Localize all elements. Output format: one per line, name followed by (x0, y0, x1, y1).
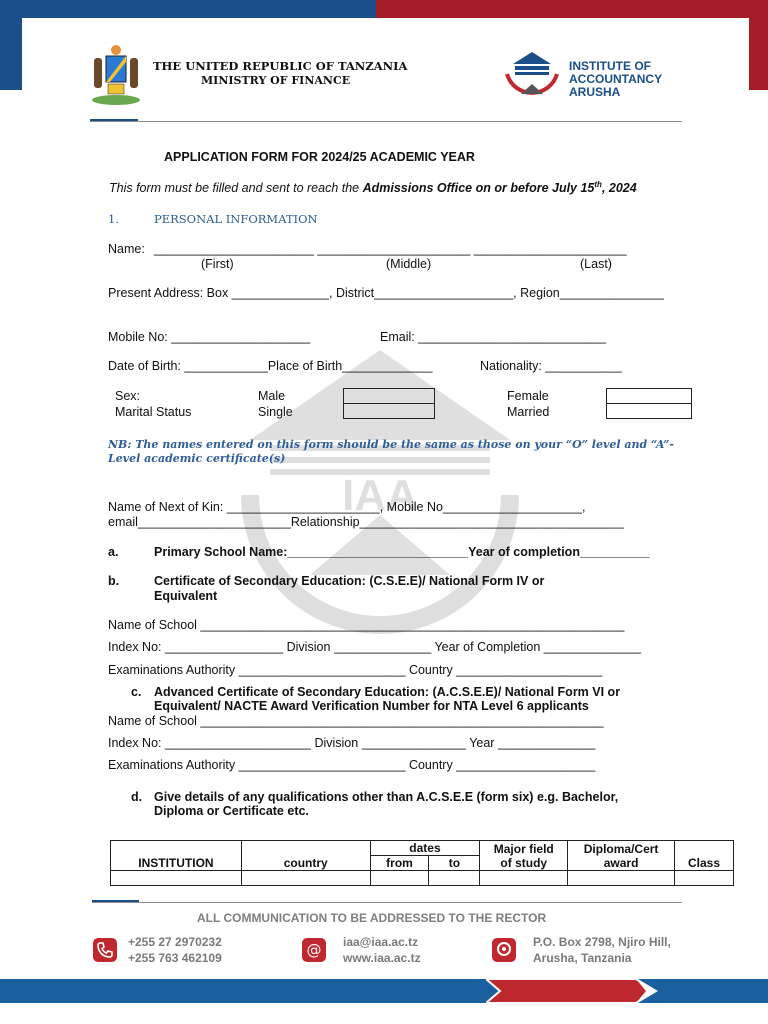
first-name-caption: (First) (201, 257, 234, 271)
institute-line1: INSTITUTE OF (569, 59, 651, 73)
col-diploma-line2: award (603, 855, 639, 870)
cell-from[interactable] (370, 871, 429, 886)
csee-heading-line1: Certificate of Secondary Education: (C.S.E.E)/ National Form IV or (154, 574, 545, 588)
instruction-prefix: This form must be filled and sent to reach the (109, 181, 363, 196)
mobile-field[interactable]: Mobile No: ____________________ (108, 330, 311, 344)
item-b-label: b. (108, 574, 120, 588)
acsee-heading-line2: Equivalent/ NACTE Award Verification Number for NTA Level 6 applicants (154, 699, 589, 713)
email-field[interactable]: Email: ___________________________ (380, 330, 606, 344)
address-line2: Arusha, Tanzania (533, 951, 632, 965)
single-checkbox[interactable] (343, 403, 435, 419)
cell-to[interactable] (429, 871, 480, 886)
female-label: Female (507, 389, 549, 403)
col-diploma (568, 841, 675, 871)
col-major-line1: Major field (493, 841, 554, 856)
section1-number: 1. (108, 212, 119, 226)
cell-country[interactable] (241, 871, 370, 886)
col-major-line2: of study (500, 855, 548, 870)
svg-text:@: @ (306, 941, 322, 959)
csee-index-field[interactable]: Index No: _________________ Division ______________ Year of Completion ______________ (108, 640, 642, 654)
next-of-kin-field[interactable]: Name of Next of Kin: ______________________, Mobile No____________________, (108, 500, 586, 514)
footer-divider (92, 902, 682, 903)
female-checkbox[interactable] (606, 388, 692, 404)
instruction-year: , 2024 (601, 181, 637, 196)
col-diploma-line1: Diploma/Cert (583, 841, 659, 856)
iaa-logo-text: IAA (525, 76, 539, 83)
web-contact (343, 934, 421, 966)
website[interactable]: www.iaa.ac.tz (343, 951, 421, 965)
other-qualifications-line1: Give details of any qualifications other than A.C.S.E.E (form six) e.g. Bachelor, (154, 790, 619, 804)
male-checkbox[interactable] (343, 388, 435, 404)
watermark-text: IAA (342, 471, 418, 520)
email-address[interactable]: iaa@iaa.ac.tz (343, 935, 419, 949)
married-checkbox[interactable] (606, 403, 692, 419)
name-label: Name: (108, 242, 145, 256)
col-major (480, 841, 568, 871)
form-instruction (109, 180, 637, 195)
side-band-red (749, 18, 768, 90)
acsee-school-field[interactable]: Name of School __________________________________________________________ (108, 714, 604, 728)
col-class: Class (675, 841, 734, 871)
csee-heading-line2: Equivalent (154, 589, 218, 603)
country-name: THE UNITED REPUBLIC OF TANZANIA (153, 59, 408, 73)
ministry-name: MINISTRY OF FINANCE (201, 74, 351, 87)
married-label: Married (507, 405, 550, 419)
postal-address (533, 934, 671, 966)
sex-label: Sex: (115, 389, 141, 403)
phone-numbers (128, 934, 222, 966)
iaa-logo (501, 50, 563, 106)
col-country: country (241, 841, 370, 871)
instruction-sup: th (594, 180, 602, 189)
col-institution: INSTITUTION (111, 841, 242, 871)
col-dates: dates (370, 841, 480, 856)
col-to: to (429, 856, 480, 871)
address-line1: P.O. Box 2798, Njiro Hill, (533, 935, 671, 949)
item-d-label: d. (131, 790, 143, 804)
section1-title: PERSONAL INFORMATION (154, 212, 318, 226)
top-band-red (376, 0, 768, 18)
phone-2: +255 763 462109 (128, 951, 222, 965)
item-c-label: c. (131, 685, 142, 699)
table-row (111, 871, 734, 886)
last-name-caption: (Last) (580, 257, 612, 271)
cell-class[interactable] (675, 871, 734, 886)
email-icon (302, 938, 326, 962)
male-label: Male (258, 389, 286, 403)
acsee-exam-field[interactable]: Examinations Authority ________________________ Country ____________________ (108, 758, 596, 772)
dob-field[interactable]: Date of Birth: ____________Place of Birth_____________ (108, 359, 433, 373)
acsee-index-field[interactable]: Index No: _____________________ Division _______________ Year ______________ (108, 736, 596, 750)
middle-name-caption: (Middle) (386, 257, 432, 271)
marital-label: Marital Status (115, 405, 192, 419)
form-title: APPLICATION FORM FOR 2024/25 ACADEMIC YEAR (164, 150, 475, 164)
instruction-deadline: Admissions Office on or before July 15 (362, 181, 595, 196)
nb-note: NB: The names entered on this form should be the same as those on your “O” level and “A”-Level academic certificate(s) (108, 438, 674, 465)
acsee-heading-line1: Advanced Certificate of Secondary Education: (A.C.S.E.E)/ National Form VI or (154, 685, 621, 699)
primary-school-field[interactable]: Primary School Name:__________________________Year of completion__________ (154, 545, 650, 559)
side-band-blue (0, 18, 22, 90)
qualifications-table (110, 840, 734, 886)
cell-institution[interactable] (111, 871, 242, 886)
institute-name (569, 60, 662, 99)
csee-school-field[interactable]: Name of School _____________________________________________________________ (108, 618, 625, 632)
header-divider (90, 121, 682, 122)
phone-icon (93, 938, 117, 962)
phone-1: +255 27 2970232 (128, 935, 222, 949)
tanzania-coat-of-arms (88, 42, 144, 106)
name-fields[interactable]: _______________________ ______________________ ______________________ (154, 242, 627, 256)
cell-major[interactable] (480, 871, 568, 886)
top-band-blue (0, 0, 376, 18)
single-label: Single (258, 405, 293, 419)
next-of-kin-email-field[interactable]: email______________________Relationship______________________________________ (108, 515, 624, 529)
footer-title: ALL COMMUNICATION TO BE ADDRESSED TO THE RECTOR (197, 911, 547, 925)
chevron-decoration (486, 976, 666, 1006)
location-pin-icon (492, 938, 516, 962)
col-from: from (370, 856, 429, 871)
nationality-field[interactable]: Nationality: ___________ (480, 359, 622, 373)
item-a-label: a. (108, 545, 119, 559)
other-qualifications-line2: Diploma or Certificate etc. (154, 804, 309, 818)
address-field[interactable]: Present Address: Box ______________, District____________________, Region_______________ (108, 286, 665, 300)
csee-exam-field[interactable]: Examinations Authority ________________________ Country _____________________ (108, 663, 603, 677)
institute-line3: ARUSHA (569, 85, 621, 99)
institute-line2: ACCOUNTANCY (569, 72, 663, 86)
cell-diploma[interactable] (568, 871, 675, 886)
